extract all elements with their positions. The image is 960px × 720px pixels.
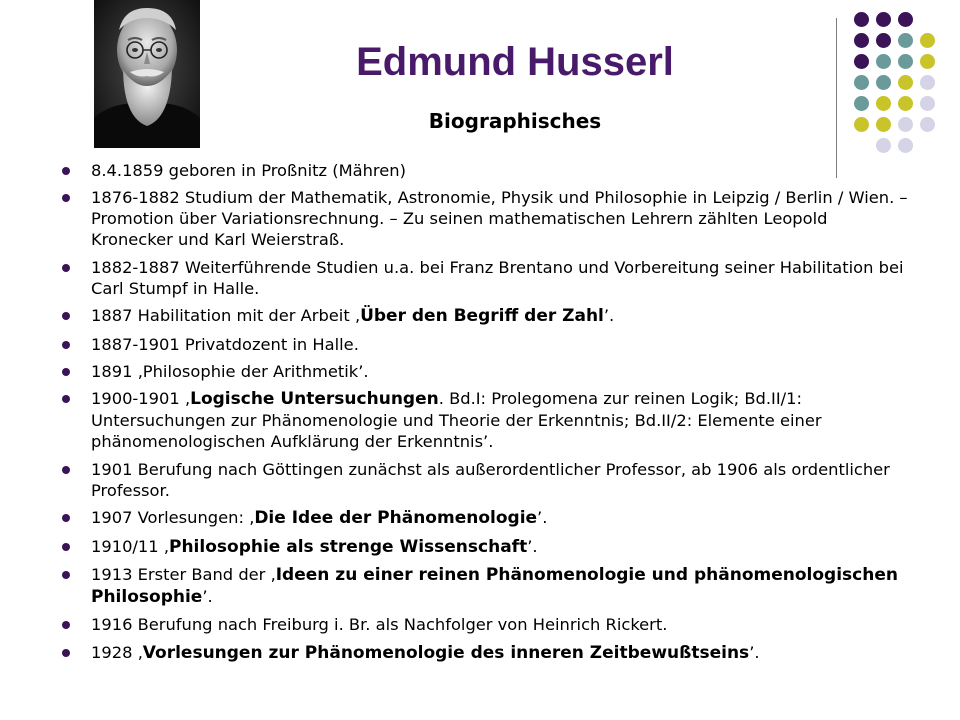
list-item-text: 1882-1887 Weiterführende Studien u.a. bei Franz Brentano und Vorbereitung seiner Habilitation bei Carl Stumpf in Halle. bbox=[91, 257, 904, 298]
bullet-dot-icon bbox=[62, 264, 70, 272]
list-item-text: 1907 Vorlesungen: ‚ bbox=[91, 508, 255, 528]
decorative-dot bbox=[876, 138, 891, 153]
list-item bbox=[60, 536, 908, 558]
list-item-title: Vorlesungen zur Phänomenologie des inneren Zeitbewußtseins bbox=[142, 642, 750, 663]
list-item bbox=[60, 160, 908, 181]
list-item-text: 1916 Berufung nach Freiburg i. Br. als Nachfolger von Heinrich Rickert. bbox=[91, 615, 668, 635]
decorative-dot bbox=[898, 138, 913, 153]
decorative-dot-grid-icon bbox=[850, 12, 950, 162]
decorative-dot bbox=[898, 117, 913, 132]
list-item-text: 1900-1901 ‚ bbox=[91, 389, 191, 409]
decorative-dot bbox=[898, 96, 913, 111]
bullet-dot-icon bbox=[62, 395, 70, 403]
list-item-text: 1887-1901 Privatdozent in Halle. bbox=[91, 334, 359, 354]
decorative-dot bbox=[898, 33, 913, 48]
list-item bbox=[60, 642, 908, 664]
decorative-dot bbox=[876, 96, 891, 111]
list-item-text: 1928 ‚ bbox=[91, 642, 143, 662]
decorative-dot bbox=[920, 96, 935, 111]
bullet-dot-icon bbox=[62, 167, 70, 175]
list-item-text: . Bd.I: Prolegomena zur reinen Logik; Bd.II/1: Untersuchungen zur Phänomenologie und Theorie der Erkenntnis; Bd.II/2: Elemente einer phänomenologischen Aufklärung der Erkenntnis’. bbox=[91, 389, 822, 452]
decorative-dot bbox=[876, 75, 891, 90]
list-item-text: ’. bbox=[537, 508, 548, 528]
decorative-dot bbox=[854, 117, 869, 132]
bullet-dot-icon bbox=[62, 466, 70, 474]
bullet-dot-icon bbox=[62, 571, 70, 579]
slide-subtitle: Biographisches bbox=[428, 109, 602, 133]
bullet-dot-icon bbox=[62, 368, 70, 376]
list-item-text: ’. bbox=[202, 586, 213, 606]
list-item bbox=[60, 388, 908, 452]
divider-line bbox=[836, 18, 837, 178]
decorative-dot bbox=[898, 54, 913, 69]
decorative-dot bbox=[854, 33, 869, 48]
decorative-dot bbox=[920, 33, 935, 48]
decorative-dot bbox=[920, 75, 935, 90]
decorative-dot bbox=[876, 117, 891, 132]
list-item-title: Über den Begriff der Zahl bbox=[360, 306, 604, 327]
decorative-dot bbox=[854, 54, 869, 69]
bullet-dot-icon bbox=[62, 649, 70, 657]
list-item bbox=[60, 187, 908, 250]
list-item-text: ’. bbox=[527, 536, 538, 556]
list-item bbox=[60, 361, 908, 382]
list-item bbox=[60, 459, 908, 501]
list-item-text: 1891 ‚Philosophie der Arithmetik’. bbox=[91, 361, 369, 381]
list-item-title: Logische Untersuchungen bbox=[190, 389, 439, 410]
list-item-text: ’. bbox=[603, 306, 615, 326]
photo-portrait-icon bbox=[94, 0, 200, 148]
list-item-text: 1901 Berufung nach Göttingen zunächst als außerordentlicher Professor, ab 1906 als ordentlicher Professor. bbox=[91, 459, 890, 500]
list-item bbox=[60, 257, 908, 299]
bullet-dot-icon bbox=[62, 341, 70, 349]
decorative-dot bbox=[854, 96, 869, 111]
list-item bbox=[60, 564, 908, 608]
decorative-dot bbox=[920, 117, 935, 132]
slide-title: Edmund Husserl bbox=[356, 40, 674, 84]
list-item-text: 1910/11 ‚ bbox=[91, 536, 169, 556]
list-item-text: 1876-1882 Studium der Mathematik, Astronomie, Physik und Philosophie in Leipzig / Berlin / Wien. – Promotion über Variationsrechnung. – Zu seinen mathematischen Lehrern zählten Leopold Kronecker und Karl Weierstraß. bbox=[91, 188, 908, 250]
portrait-photo bbox=[94, 0, 200, 148]
biography-list bbox=[60, 160, 908, 670]
list-item-text: ’. bbox=[749, 642, 760, 662]
decorative-dot bbox=[876, 12, 891, 27]
decorative-dot bbox=[876, 54, 891, 69]
decorative-dot bbox=[898, 75, 913, 90]
decorative-dot bbox=[854, 75, 869, 90]
decorative-dot bbox=[898, 12, 913, 27]
list-item bbox=[60, 614, 908, 635]
decorative-dot bbox=[920, 54, 935, 69]
list-item bbox=[60, 305, 908, 327]
decorative-dot bbox=[876, 33, 891, 48]
list-item-title: Ideen zu einer reinen Phänomenologie und phänomenologischen Philosophie bbox=[91, 564, 898, 607]
list-item bbox=[60, 507, 908, 529]
bullet-dot-icon bbox=[62, 514, 70, 522]
list-item-text: 1887 Habilitation mit der Arbeit ‚ bbox=[91, 306, 361, 326]
list-item bbox=[60, 334, 908, 355]
bullet-dot-icon bbox=[62, 312, 70, 320]
list-item-title: Die Idee der Phänomenologie bbox=[254, 508, 538, 529]
list-item-text: 8.4.1859 geboren in Proßnitz (Mähren) bbox=[91, 161, 406, 180]
bullet-dot-icon bbox=[62, 194, 70, 202]
bullet-dot-icon bbox=[62, 621, 70, 629]
bullet-dot-icon bbox=[62, 543, 70, 551]
list-item-title: Philosophie als strenge Wissenschaft bbox=[169, 536, 528, 557]
decorative-dot bbox=[854, 12, 869, 27]
list-item-text: 1913 Erster Band der ‚ bbox=[91, 564, 276, 584]
